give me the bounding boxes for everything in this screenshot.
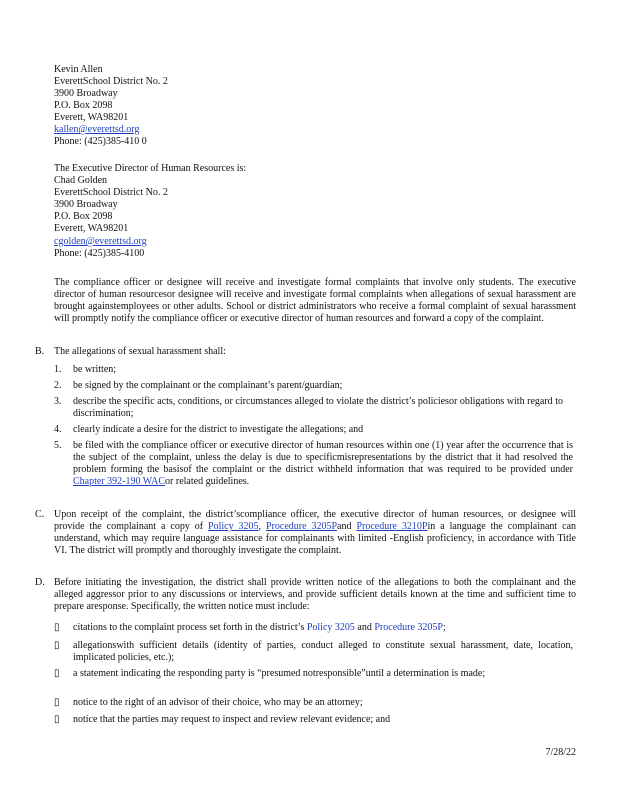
list-item: a statement indicating the responding party is “presumed notresponsible”until a determination is made; — [73, 668, 486, 679]
section-marker: D. — [35, 577, 45, 588]
intro-paragraph: The compliance officer or designee will receive and investigate formal complaints that involve only students. The executive director of human resourcesor designee will receive and investigate formal complaints when allegations of sexual harassment are brought againstemployees or other adults. School or district administrators who receive a formal complaint of sexual harassment will promptly notify the compliance officer or executive director of human resources and forward a copy of the complaint. — [54, 277, 576, 324]
contact-street: 3900 Broadway — [54, 199, 118, 210]
procedure-3205p-ref[interactable]: Procedure 3205P — [374, 622, 443, 633]
list-item: be signed by the complainant or the complainant’s parent/guardian; — [73, 380, 343, 391]
contact-org: EverettSchool District No. 2 — [54, 76, 168, 87]
section-text — [54, 509, 576, 557]
bullet-glyph: ▯ — [54, 640, 60, 651]
separator-text: , — [258, 521, 262, 532]
contact-pobox: P.O. Box 2098 — [54, 100, 113, 111]
policy-3205-ref[interactable]: Policy 3205 — [306, 622, 355, 633]
chapter-wac-link[interactable]: Chapter 392-190 WAC — [73, 476, 166, 487]
contact-email-link[interactable]: kallen@everettsd.org — [54, 124, 140, 135]
list-item: allegationswith sufficient details (identity of parties, conduct alleged to constitute sexual harassment, date, location, implicated policies, etc.); — [73, 640, 573, 663]
contact-name: Kevin Allen — [54, 64, 103, 75]
list-item-tail: or related guidelines. — [165, 476, 250, 487]
list-item — [73, 440, 573, 488]
list-number: 5. — [54, 440, 62, 451]
section-heading: The allegations of sexual harassment shall: — [54, 346, 226, 357]
contact-email-link[interactable]: cgolden@everettsd.org — [54, 236, 147, 247]
section-text-end: in a language the complainant can understand, which may require language assistance for complainants with limited -English proficiency, in accordance with Title VI. The district will promptly and thoroughly investigate the complaint. — [54, 521, 577, 556]
and-text: and — [337, 521, 352, 532]
procedure-3210p-link[interactable]: Procedure 3210P — [356, 521, 428, 532]
list-number: 4. — [54, 424, 62, 435]
section-text: Before initiating the investigation, the district shall provide written notice of the allegations to both the complainant and the alleged aggressor prior to any discussions or interviews, and provide sufficient details known at the time and sufficient time to prepare aresponse. Specifically, the written notice must include: — [54, 577, 576, 612]
list-item: notice that the parties may request to inspect and review relevant evidence; and — [73, 714, 391, 725]
contact-city: Everett, WA98201 — [54, 112, 129, 123]
list-item: be written; — [73, 364, 117, 375]
list-number: 2. — [54, 380, 62, 391]
section-marker: B. — [35, 346, 45, 357]
list-number: 3. — [54, 396, 62, 407]
bullet-glyph: ▯ — [54, 697, 60, 708]
contact-city: Everett, WA98201 — [54, 223, 129, 234]
list-item: clearly indicate a desire for the district to investigate the allegations; and — [73, 424, 364, 435]
list-item-text: be filed with the compliance officer or executive director of human resources within one (1) year after the occurrence that is the subject of the complaint, unless the delay is due to specificmisrepresentations by the district that it had resolved the problem forming the basisof the complaint or the district withheld information that was required to be provided under — [73, 440, 573, 475]
policy-3205-link[interactable]: Policy 3205 — [208, 521, 259, 532]
section-text-start: Upon receipt of the complaint, the district’scompliance officer, the executive director of human resources, or designee will provide the complainant a copy of — [54, 509, 576, 532]
contact-name: Chad Golden — [54, 175, 108, 186]
bullet-glyph: ▯ — [54, 622, 60, 633]
list-item — [73, 622, 446, 634]
and-text: and — [357, 622, 372, 633]
section-marker: C. — [35, 509, 45, 520]
contact-org: EverettSchool District No. 2 — [54, 187, 168, 198]
list-number: 1. — [54, 364, 62, 375]
hr-intro-text: The Executive Director of Human Resources is: — [54, 163, 247, 174]
list-item-tail: ; — [442, 622, 446, 633]
contact-street: 3900 Broadway — [54, 88, 118, 99]
contact-phone: Phone: (425)385-4100 — [54, 248, 145, 259]
bullet-glyph: ▯ — [54, 668, 60, 679]
bullet-glyph: ▯ — [54, 714, 60, 725]
footer-date: 7/28/22 — [545, 747, 576, 758]
list-item: describe the specific acts, conditions, or circumstances alleged to violate the district’s policiesor obligations with regard to discrimination; — [73, 396, 563, 419]
contact-phone: Phone: (425)385-410 0 — [54, 136, 147, 147]
contact-pobox: P.O. Box 2098 — [54, 211, 113, 222]
list-item: notice to the right of an advisor of their choice, who may be an attorney; — [73, 697, 363, 708]
procedure-3205p-link[interactable]: Procedure 3205P — [266, 521, 338, 532]
list-item-text: citations to the complaint process set forth in the district’s — [73, 622, 305, 633]
